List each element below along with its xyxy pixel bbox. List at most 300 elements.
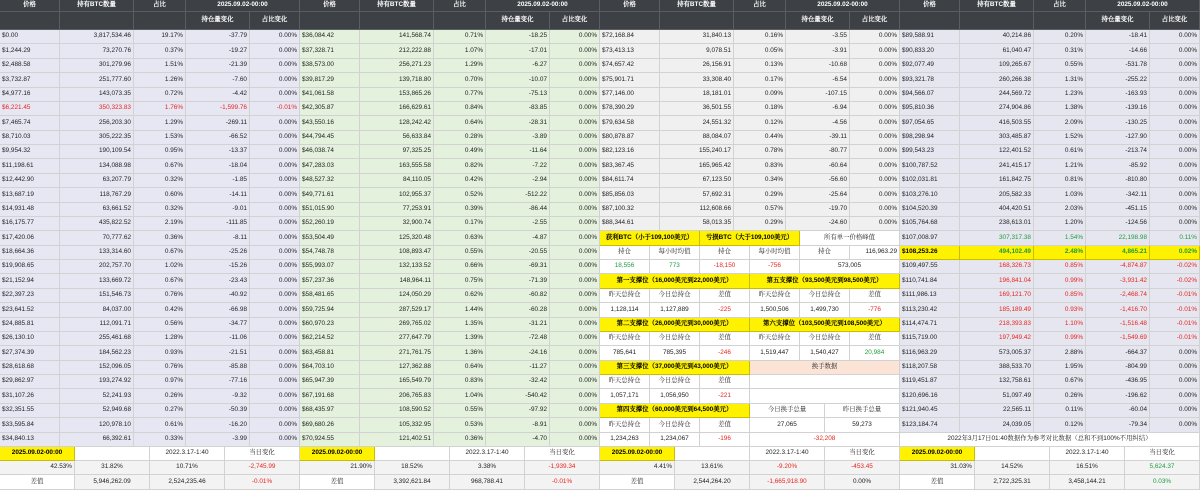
chg-pct-cell: 0.00% — [550, 203, 600, 217]
holding-cell: 67,123.50 — [660, 174, 734, 188]
price-cell: $107,008.97 — [900, 231, 960, 245]
chg-pct-cell: 0.00% — [250, 131, 300, 145]
chg-pct-cell: 0.00% — [250, 159, 300, 173]
chg-pct-cell: 0.00% — [250, 375, 300, 389]
header-price-spacer — [900, 12, 960, 30]
table-row — [600, 102, 900, 116]
holding-cell: 307,317.38 — [960, 231, 1034, 245]
pct-cell: 0.72% — [134, 88, 186, 102]
chg-pct-cell: -0.01% — [1150, 303, 1200, 317]
pct-cell: 0.85% — [1034, 260, 1086, 274]
chg-hold-cell: -9.01 — [186, 203, 250, 217]
chg-hold-cell: -28.31 — [486, 116, 550, 130]
chg-pct-cell: 0.00% — [850, 145, 900, 159]
chg-hold-cell: -13.37 — [186, 145, 250, 159]
pct-cell: 0.61% — [1034, 145, 1086, 159]
summary-value: 3,458,144.21 — [1050, 475, 1125, 489]
diff-label: 差值 — [700, 375, 750, 389]
swap-yesterday: 59,273 — [825, 418, 900, 432]
pct-cell: 1.02% — [134, 260, 186, 274]
chg-hold-cell: -196.62 — [1086, 389, 1150, 403]
holding-cell: 32,900.74 — [360, 217, 434, 231]
table-row — [0, 361, 300, 375]
price-cell: $113,230.42 — [900, 303, 960, 317]
pct-cell: 0.18% — [734, 102, 786, 116]
price-cell: $94,566.07 — [900, 88, 960, 102]
loss-hold: -18,150 — [700, 260, 750, 274]
pct-cell: 0.82% — [434, 159, 486, 173]
holding-cell: 63,661.52 — [60, 203, 134, 217]
yesterday-label: 昨天总持仓 — [750, 289, 800, 303]
chg-hold-cell: -16.20 — [186, 418, 250, 432]
pct-cell: 1.03% — [1034, 188, 1086, 202]
table-row — [600, 145, 900, 159]
holding-cell: 122,401.52 — [960, 145, 1034, 159]
pct-cell: 0.62% — [434, 289, 486, 303]
price-cell: $62,214.52 — [300, 332, 360, 346]
pct-cell: 0.63% — [434, 231, 486, 245]
summary-value: 5,624.37 — [1125, 461, 1200, 475]
price-cell: $104,520.39 — [900, 203, 960, 217]
holding-cell: 84,110.05 — [360, 174, 434, 188]
pct-cell: 0.36% — [434, 433, 486, 447]
pct-cell: 0.26% — [134, 389, 186, 403]
price-cell: $64,703.10 — [300, 361, 360, 375]
table-row — [0, 159, 300, 173]
header-holding: 持有BTC数量 — [360, 0, 434, 12]
pct-cell: 0.66% — [434, 260, 486, 274]
holding-cell: 120,978.10 — [60, 418, 134, 432]
pct-cell: 0.13% — [734, 59, 786, 73]
header-holding-spacer — [360, 12, 434, 30]
table-row — [300, 274, 600, 288]
all-peaks-label: 所有单一价格峰值 — [800, 231, 900, 245]
chg-hold-cell: -111.85 — [186, 217, 250, 231]
holding-cell: 70,777.62 — [60, 231, 134, 245]
swap-diff: -32,208 — [750, 433, 900, 447]
chg-hold-cell: -139.16 — [1086, 102, 1150, 116]
price-cell: $92,077.49 — [900, 59, 960, 73]
summary-range: 2022.3.17-1:40 — [150, 447, 225, 461]
holding-cell: 9,078.51 — [660, 44, 734, 58]
chg-hold-cell: -15.26 — [186, 260, 250, 274]
table-row — [300, 346, 600, 360]
chg-pct-cell: 0.00% — [250, 303, 300, 317]
header-chg-pct: 占比变化 — [550, 12, 600, 30]
panel-row — [600, 346, 900, 360]
holding-cell: 148,964.11 — [360, 274, 434, 288]
chg-pct-cell: 0.00% — [250, 59, 300, 73]
summary-value: -0.01% — [525, 475, 600, 489]
chg-hold-cell: -56.60 — [786, 174, 850, 188]
chg-hold-cell: -69.31 — [486, 260, 550, 274]
summary-value: 18.52% — [375, 461, 450, 475]
pct-cell: 1.26% — [134, 73, 186, 87]
chg-pct-cell: 0.00% — [550, 88, 600, 102]
pct-cell: 0.28% — [434, 131, 486, 145]
chg-hold-cell: -342.11 — [1086, 188, 1150, 202]
table-row — [300, 375, 600, 389]
header-pct-spacer — [434, 12, 486, 30]
table-row — [900, 246, 1200, 260]
spacer — [750, 375, 900, 389]
price-cell: $59,725.94 — [300, 303, 360, 317]
price-cell: $67,191.68 — [300, 389, 360, 403]
pct-cell: 0.83% — [434, 375, 486, 389]
table-row — [0, 418, 300, 432]
header-pct-spacer — [1034, 12, 1086, 30]
pct-cell: 0.34% — [734, 174, 786, 188]
summary-diff-label: 差值 — [600, 475, 675, 489]
price-cell: $75,901.71 — [600, 73, 660, 87]
price-cell: $51,015.90 — [300, 203, 360, 217]
holding-cell: 255,461.68 — [60, 332, 134, 346]
price-cell: $79,634.58 — [600, 116, 660, 130]
chg-hold-cell: -14.66 — [1086, 44, 1150, 58]
pct-cell: 0.20% — [1034, 30, 1086, 44]
price-cell: $36,084.42 — [300, 30, 360, 44]
holding-cell: 165,965.42 — [660, 159, 734, 173]
holding-cell: 166,629.61 — [360, 102, 434, 116]
chg-pct-cell: 0.00% — [250, 188, 300, 202]
chg-hold-cell: -24.16 — [486, 346, 550, 360]
summary-spacer — [975, 447, 1050, 461]
chg-hold-cell: -4,874.87 — [1086, 260, 1150, 274]
chg-pct-cell: 0.00% — [550, 44, 600, 58]
header-price-spacer — [600, 12, 660, 30]
s5-today: 1,499,730 — [800, 303, 850, 317]
support-4-label: 第四支撑位（60,000美元到64,500美元） — [600, 404, 750, 418]
price-cell: $63,458.81 — [300, 346, 360, 360]
table-row — [300, 289, 600, 303]
chg-pct-cell: 0.00% — [850, 116, 900, 130]
chg-hold-cell: -37.79 — [186, 30, 250, 44]
price-cell: $53,504.49 — [300, 231, 360, 245]
pct-cell: 1.29% — [434, 59, 486, 73]
chg-hold-cell: -4.42 — [186, 88, 250, 102]
chg-pct-cell: -0.01% — [250, 102, 300, 116]
chg-pct-cell: 0.00% — [850, 59, 900, 73]
price-cell: $31,107.26 — [0, 389, 60, 403]
pct-cell: 1.52% — [1034, 131, 1086, 145]
chg-hold-cell: -810.80 — [1086, 174, 1150, 188]
holding-cell: 108,893.47 — [360, 246, 434, 260]
chg-hold-cell: -540.42 — [486, 389, 550, 403]
summary-value: -2,745.99 — [225, 461, 300, 475]
panel-row — [600, 433, 900, 447]
summary-today: 当日变化 — [525, 447, 600, 461]
holding-cell: 24,039.05 — [960, 418, 1034, 432]
price-cell: $74,657.42 — [600, 59, 660, 73]
price-cell: $18,664.36 — [0, 246, 60, 260]
table-row — [300, 418, 600, 432]
table-row — [900, 44, 1200, 58]
pct-cell: 0.64% — [434, 361, 486, 375]
table-row — [300, 188, 600, 202]
chg-hold-cell: -17.01 — [486, 44, 550, 58]
price-cell: $16,175.77 — [0, 217, 60, 231]
holding-cell: 133,314.60 — [60, 246, 134, 260]
chg-pct-cell: 0.00% — [1150, 88, 1200, 102]
price-cell: $32,351.55 — [0, 404, 60, 418]
holding-cell: 52,241.93 — [60, 389, 134, 403]
header-chg-pct: 占比变化 — [250, 12, 300, 30]
chg-pct-cell: 0.00% — [550, 418, 600, 432]
pct-cell: 1.54% — [1034, 231, 1086, 245]
price-cell: $43,550.16 — [300, 116, 360, 130]
holding-cell: 494,102.49 — [960, 246, 1034, 260]
chg-hold-cell: 22,198.98 — [1086, 231, 1150, 245]
price-cell: $69,680.26 — [300, 418, 360, 432]
summary-date: 2025.09.02-00:00 — [0, 447, 75, 461]
header-price: 价格 — [300, 0, 360, 12]
chg-pct-cell: 0.00% — [1150, 145, 1200, 159]
price-cell: $89,588.91 — [900, 30, 960, 44]
chg-pct-cell: 0.00% — [250, 318, 300, 332]
panel-row — [600, 231, 900, 245]
table-row — [0, 174, 300, 188]
panel-row — [600, 274, 900, 288]
summary-value: 31.82% — [75, 461, 150, 475]
table-row — [0, 260, 300, 274]
table-row — [300, 174, 600, 188]
pct-cell: 0.71% — [434, 30, 486, 44]
summary-range: 2022.3.17-1:40 — [1050, 447, 1125, 461]
hold-label: 持仓 — [800, 246, 850, 260]
table-row — [300, 30, 600, 44]
chg-pct-cell: 0.00% — [250, 203, 300, 217]
holding-cell: 134,088.98 — [60, 159, 134, 173]
table-row — [900, 389, 1200, 403]
price-cell: $46,038.74 — [300, 145, 360, 159]
table-row — [0, 88, 300, 102]
chg-pct-cell: 0.00% — [550, 59, 600, 73]
chg-hold-cell: -163.93 — [1086, 88, 1150, 102]
chg-pct-cell: 0.00% — [550, 131, 600, 145]
today-total-label: 今日总持仓 — [650, 418, 700, 432]
table-row — [300, 361, 600, 375]
pct-cell: 0.53% — [434, 418, 486, 432]
summary-diff-label: 差值 — [300, 475, 375, 489]
table-row — [0, 274, 300, 288]
chg-pct-cell: 0.00% — [550, 102, 600, 116]
header-price: 价格 — [900, 0, 960, 12]
holding-cell: 435,822.52 — [60, 217, 134, 231]
loss-avg: -756 — [750, 260, 800, 274]
table-row — [0, 188, 300, 202]
price-cell: $116,963.29 — [900, 346, 960, 360]
price-cell: $121,940.45 — [900, 404, 960, 418]
pct-cell: 0.55% — [434, 246, 486, 260]
price-cell: $97,054.65 — [900, 116, 960, 130]
table-row — [900, 116, 1200, 130]
price-cell: $65,947.39 — [300, 375, 360, 389]
pct-cell: 1.23% — [1034, 88, 1086, 102]
summary-value: 13.61% — [675, 461, 750, 475]
chg-pct-cell: 0.00% — [1150, 389, 1200, 403]
table-row — [600, 188, 900, 202]
table-row — [0, 332, 300, 346]
chg-hold-cell: -79.34 — [1086, 418, 1150, 432]
chg-hold-cell: -60.64 — [786, 159, 850, 173]
header-date: 2025.09.02-00:00 — [786, 0, 900, 12]
holding-cell: 73,270.76 — [60, 44, 134, 58]
holding-cell: 40,214.86 — [960, 30, 1034, 44]
chg-pct-cell: 0.00% — [1150, 188, 1200, 202]
holding-cell: 121,402.51 — [360, 433, 434, 447]
chg-hold-cell: -2,468.74 — [1086, 289, 1150, 303]
price-cell: $11,198.61 — [0, 159, 60, 173]
table-row — [900, 88, 1200, 102]
table-row — [600, 30, 900, 44]
chg-hold-cell: -11.06 — [186, 332, 250, 346]
header-price-spacer — [300, 12, 360, 30]
summary-value: -1,665,918.90 — [750, 475, 825, 489]
yesterday-label: 昨天总持仓 — [600, 332, 650, 346]
chg-hold-cell: -25.64 — [786, 188, 850, 202]
table-row — [900, 318, 1200, 332]
holding-cell: 256,203.30 — [60, 116, 134, 130]
summary-value: 31.03% — [900, 461, 975, 475]
chg-hold-cell: -3.91 — [786, 44, 850, 58]
pct-cell: 0.93% — [134, 346, 186, 360]
chg-pct-cell: 0.00% — [850, 188, 900, 202]
table-row — [300, 59, 600, 73]
block-2 — [300, 0, 600, 485]
chg-hold-cell: -85.92 — [1086, 159, 1150, 173]
price-cell: $109,497.55 — [900, 260, 960, 274]
table-row — [900, 346, 1200, 360]
chg-pct-cell: 0.02% — [1150, 246, 1200, 260]
chg-hold-cell: -4.87 — [486, 231, 550, 245]
pct-cell: 0.67% — [1034, 375, 1086, 389]
chg-hold-cell: -1,516.48 — [1086, 318, 1150, 332]
pct-cell: 0.56% — [134, 318, 186, 332]
all-hold: 573,005 — [800, 260, 900, 274]
holding-cell: 196,841.04 — [960, 274, 1034, 288]
price-cell: $33,595.84 — [0, 418, 60, 432]
header-chg-hold: 持仓量变化 — [786, 12, 850, 30]
price-cell: $24,885.81 — [0, 318, 60, 332]
pct-cell: 0.67% — [134, 274, 186, 288]
panel-row — [600, 303, 900, 317]
pct-cell: 19.17% — [134, 30, 186, 44]
price-cell: $110,741.84 — [900, 274, 960, 288]
summary-diff-label: 差值 — [0, 475, 75, 489]
pct-cell: 0.32% — [134, 174, 186, 188]
price-cell: $34,840.13 — [0, 433, 60, 447]
table-row — [900, 231, 1200, 245]
summary-value: 3,392,621.84 — [375, 475, 450, 489]
summary-value: -9.20% — [750, 461, 825, 475]
header-pct: 占比 — [434, 0, 486, 12]
chg-hold-cell: -66.98 — [186, 303, 250, 317]
s2-diff: -246 — [700, 346, 750, 360]
table-row — [0, 59, 300, 73]
chg-hold-cell: -21.51 — [186, 346, 250, 360]
chg-pct-cell: 0.00% — [550, 346, 600, 360]
header-chg-pct: 占比变化 — [1150, 12, 1200, 30]
table-row — [600, 131, 900, 145]
holding-cell: 256,271.23 — [360, 59, 434, 73]
price-cell: $98,298.94 — [900, 131, 960, 145]
chg-hold-cell: -269.11 — [186, 116, 250, 130]
header-date: 2025.09.02-00:00 — [1086, 0, 1200, 12]
summary-r1 — [300, 461, 600, 475]
chg-pct-cell: 0.00% — [850, 131, 900, 145]
holding-cell: 124,050.29 — [360, 289, 434, 303]
header-chg-hold: 持仓量变化 — [486, 12, 550, 30]
chg-hold-cell: -60.82 — [486, 289, 550, 303]
header-holding-spacer — [960, 12, 1034, 30]
pct-cell: 0.29% — [734, 217, 786, 231]
summary-r1 — [0, 461, 300, 475]
table-row — [300, 159, 600, 173]
chg-hold-cell: -531.78 — [1086, 59, 1150, 73]
pct-cell: 1.36% — [434, 346, 486, 360]
pct-cell: 1.31% — [1034, 73, 1086, 87]
chg-hold-cell: -39.11 — [786, 131, 850, 145]
table-row — [0, 375, 300, 389]
chg-pct-cell: 0.00% — [1150, 30, 1200, 44]
pct-cell: 0.99% — [1034, 332, 1086, 346]
chg-hold-cell: -1,549.69 — [1086, 332, 1150, 346]
chg-hold-cell: -24.60 — [786, 217, 850, 231]
holding-cell: 58,013.35 — [660, 217, 734, 231]
table-row — [0, 433, 300, 447]
chg-pct-cell: 0.00% — [1150, 404, 1200, 418]
chg-hold-cell: -18.25 — [486, 30, 550, 44]
price-cell: $17,420.06 — [0, 231, 60, 245]
table-row — [900, 73, 1200, 87]
s6-diff: 20,984 — [850, 346, 900, 360]
chg-pct-cell: 0.00% — [1150, 217, 1200, 231]
holding-cell: 36,501.55 — [660, 102, 734, 116]
holding-cell: 51,097.49 — [960, 389, 1034, 403]
holding-cell: 202,757.70 — [60, 260, 134, 274]
pct-cell: 0.55% — [434, 404, 486, 418]
pct-cell: 2.03% — [1034, 203, 1086, 217]
chg-hold-cell: -18.04 — [186, 159, 250, 173]
table-row — [0, 116, 300, 130]
price-cell: $47,283.03 — [300, 159, 360, 173]
pct-cell: 0.75% — [434, 274, 486, 288]
chg-hold-cell: -11.64 — [486, 145, 550, 159]
holding-cell: 118,767.29 — [60, 188, 134, 202]
chg-hold-cell: -14.11 — [186, 188, 250, 202]
pct-cell: 2.19% — [134, 217, 186, 231]
chg-hold-cell: -20.55 — [486, 246, 550, 260]
header-pct: 占比 — [1034, 0, 1086, 12]
pct-cell: 0.70% — [434, 73, 486, 87]
chg-pct-cell: 0.00% — [1150, 73, 1200, 87]
chg-pct-cell: 0.00% — [250, 389, 300, 403]
holding-cell: 22,565.11 — [960, 404, 1034, 418]
table-row — [0, 102, 300, 116]
summary-date: 2025.09.02-00:00 — [600, 447, 675, 461]
price-cell: $21,152.94 — [0, 274, 60, 288]
table-row — [0, 289, 300, 303]
chg-hold-cell: -9.32 — [186, 389, 250, 403]
price-cell: $105,764.68 — [900, 217, 960, 231]
chg-hold-cell: -107.15 — [786, 88, 850, 102]
chg-hold-cell: -1.85 — [186, 174, 250, 188]
table-row — [600, 159, 900, 173]
holding-cell: 238,613.01 — [960, 217, 1034, 231]
summary-r2 — [900, 475, 1200, 489]
spacer — [750, 389, 900, 403]
table-row — [0, 203, 300, 217]
